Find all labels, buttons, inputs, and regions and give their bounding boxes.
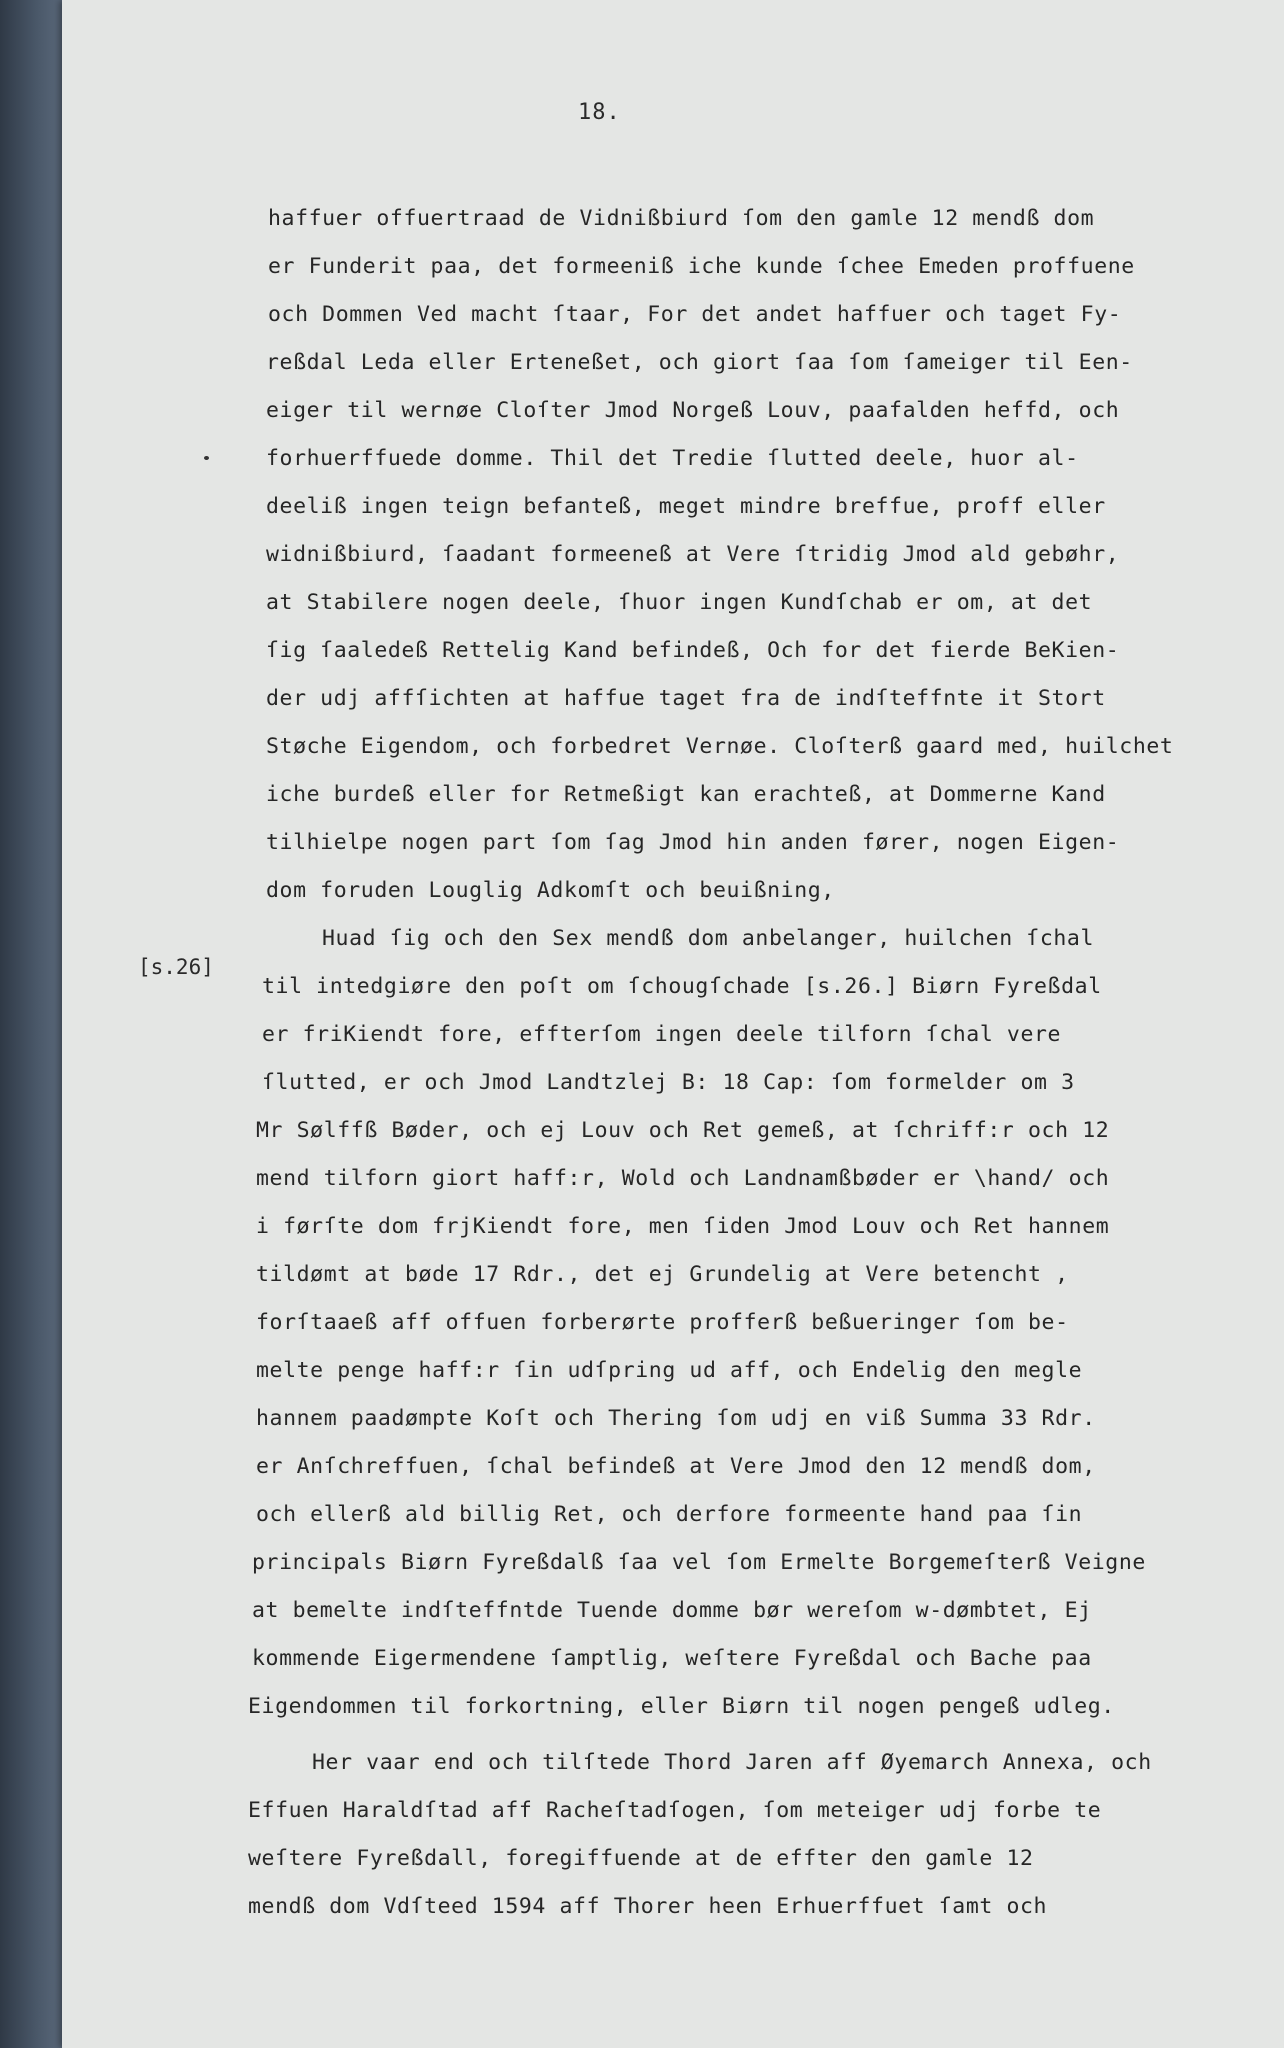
text-line: dom foruden Louglig Adkomſt och beuißning, — [266, 878, 835, 903]
text-line: weſtere Fyreßdall, foregiffuende at de effter den gamle 12 — [248, 1846, 1034, 1871]
text-line: widnißbiurd, ſaadant formeeneß at Vere ſtridig Jmod ald gebøhr, — [266, 542, 1120, 567]
document-page — [62, 0, 1284, 2048]
text-line: ſig ſaaledeß Rettelig Kand befindeß, Och for det fierde BeKien- — [266, 638, 1120, 663]
text-line: mendß dom Vdſteed 1594 aff Thorer heen Erhuerffuet ſamt och — [248, 1894, 1048, 1919]
text-line: hannem paadømpte Koſt och Thering ſom udj en viß Summa 33 Rdr. — [256, 1406, 1096, 1431]
margin-page-reference: [s.26] — [138, 955, 214, 979]
text-line: Eigendommen til forkortning, eller Biørn til nogen pengeß udleg. — [248, 1694, 1115, 1719]
text-line: Huad ſig och den Sex mendß dom anbelanger, huilchen ſchal — [322, 926, 1095, 951]
binder-edge — [0, 0, 62, 2048]
text-line: er Funderit paa, det formeeniß iche kunde ſchee Emeden proffuene — [268, 254, 1135, 279]
text-line: eiger til wernøe Cloſter Jmod Norgeß Louv, paafalden heffd, och — [266, 398, 1120, 423]
text-line: och ellerß ald billig Ret, och derfore formeente hand paa ſin — [256, 1502, 1083, 1527]
text-line: er Anſchreffuen, ſchal befindeß at Vere Jmod den 12 mendß dom, — [256, 1454, 1096, 1479]
text-line: Effuen Haraldſtad aff Racheſtadſogen, ſom meteiger udj forbe te — [248, 1798, 1102, 1823]
text-line: at Stabilere nogen deele, ſhuor ingen Kundſchab er om, at det — [266, 590, 1093, 615]
text-line: melte penge haff:r ſin udſpring ud aff, och Endelig den megle — [256, 1358, 1083, 1383]
text-line: mend tilforn giort haff:r, Wold och Landnamßbøder er \hand/ och — [256, 1166, 1110, 1191]
text-line: haffuer offuertraad de Vidnißbiurd ſom den gamle 12 mendß dom — [268, 206, 1095, 231]
page-number: 18. — [578, 100, 621, 125]
text-line: tilhielpe nogen part ſom ſag Jmod hin anden fører, nogen Eigen- — [266, 830, 1120, 855]
text-line: er friKiendt fore, effterſom ingen deele tilforn ſchal vere — [262, 1022, 1062, 1047]
text-line: iche burdeß eller for Retmeßigt kan erachteß, at Dommerne Kand — [266, 782, 1106, 807]
text-line: kommende Eigermendene ſamptlig, weſtere Fyreßdal och Bache paa — [252, 1646, 1092, 1671]
margin-mark — [204, 456, 209, 460]
text-line: Mr Sølffß Bøder, och ej Louv och Ret gemeß, at ſchriff:r och 12 — [256, 1118, 1110, 1143]
text-line: Her vaar end och tilſtede Thord Jaren aff Øyemarch Annexa, och — [312, 1750, 1152, 1775]
text-line: til intedgiøre den poſt om ſchougſchade [s.26.] Biørn Fyreßdal — [262, 974, 1102, 999]
text-line: deeliß ingen teign befanteß, meget mindre breffue, proff eller — [266, 494, 1106, 519]
text-line: principals Biørn Fyreßdalß ſaa vel ſom Ermelte Borgemeſterß Veigne — [252, 1550, 1146, 1575]
text-line: at bemelte indſteffntde Tuende domme bør wereſom w-dømbtet, Ej — [252, 1598, 1092, 1623]
text-line: och Dommen Ved macht ſtaar, For det andet haffuer och taget Fy- — [268, 302, 1122, 327]
text-line: ſlutted, er och Jmod Landtzlej B: 18 Cap: ſom formelder om 3 — [262, 1070, 1075, 1095]
text-line: Støche Eigendom, och forbedret Vernøe. Cloſterß gaard med, huilchet — [266, 734, 1174, 759]
text-line: reßdal Leda eller Erteneßet, och giort ſaa ſom ſameiger til Een- — [266, 350, 1133, 375]
text-line: der udj affſichten at haffue taget fra de indſteffnte it Stort — [266, 686, 1106, 711]
text-line: i førſte dom frjKiendt fore, men ſiden Jmod Louv och Ret hannem — [256, 1214, 1110, 1239]
text-line: tildømt at bøde 17 Rdr., det ej Grundelig at Vere betencht , — [256, 1262, 1069, 1287]
text-line: forſtaaeß aff offuen forberørte profferß beßueringer ſom be- — [256, 1310, 1069, 1335]
text-line: forhuerffuede domme. Thil det Tredie ſlutted deele, huor al- — [266, 446, 1079, 471]
